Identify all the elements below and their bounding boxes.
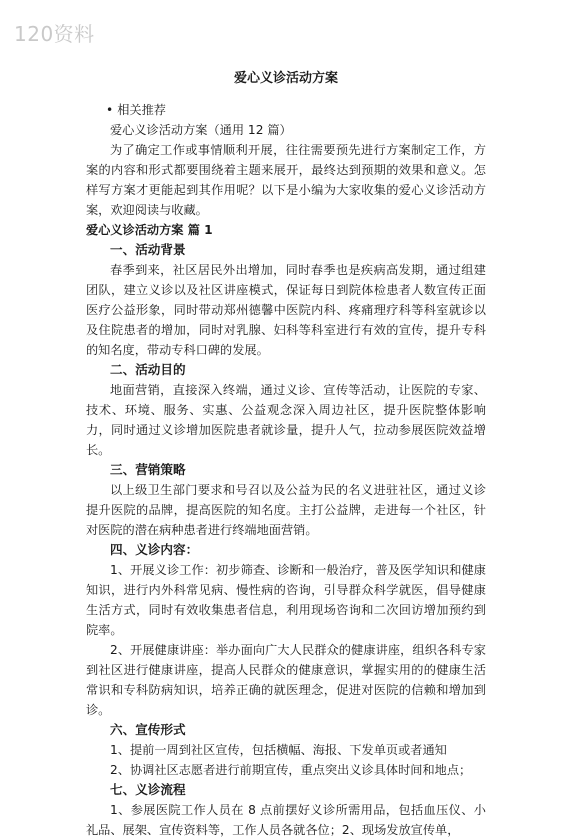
paragraph-strategy: 以上级卫生部门要求和号召以及公益为民的名义进驻社区，通过义诊提升医院的品牌，提高医院的知名度。主打公益牌，走进每一个社区，针对医院的潜在病种患者进行终端地面营销。 [86,483,486,537]
intro-paragraph: 为了确定工作或事情顺利开展，往往需要预先进行方案制定工作，方案的内容和形式都要围绕着主题来展开，最终达到预期的效果和意义。怎样写方案才更能起到其作用呢？以下是小编为大家收集的爱心义诊活动方案，欢迎阅读与收藏。 [86,143,486,217]
paragraph-publicity-2: 2、协调社区志愿者进行前期宣传，重点突出义诊具体时间和地点； [110,763,472,777]
heading-background: 一、活动背景 [110,242,186,257]
paragraph-content-1: 1、开展义诊工作：初步筛查、诊断和一般治疗，普及医学知识和健康知识，进行内外科常见病、慢性病的咨询，引导群众科学就医，倡导健康生活方式，同时有效收集患者信息，利用现场咨询和二次回访增加预约到院率。 [86,563,486,637]
bullet-dot-icon: • [106,103,114,117]
document-page [86,70,486,840]
document-title: 爱心义诊活动方案 [233,71,338,86]
paragraph-purpose: 地面营销，直接深入终端，通过义诊、宣传等活动，让医院的专家、技术、环境、服务、实惠、公益观念深入周边社区，提升医院整体影响力，同时通过义诊增加医院患者就诊量，提升人气，拉动参展医院效益增长。 [86,383,486,457]
paragraph-process-1: 1、参展医院工作人员在 8 点前摆好义诊所需用品，包括血压仪、小礼品、展架、宣传资料等，工作人员各就各位；2、现场发放宣传单， [86,803,486,837]
related-label: 相关推荐 [117,103,166,117]
subtitle: 爱心义诊活动方案（通用 12 篇） [110,123,292,137]
related-list-item[interactable] [86,100,486,120]
heading-publicity: 六、宣传形式 [110,722,186,737]
section-heading-piece: 爱心义诊活动方案 篇 1 [86,223,213,237]
watermark: 120资料 [14,22,95,46]
paragraph-publicity-1: 1、提前一周到社区宣传，包括横幅、海报、下发单页或者通知 [110,743,447,757]
heading-strategy: 三、营销策略 [110,462,186,477]
heading-content: 四、义诊内容： [110,542,199,557]
heading-process: 七、义诊流程 [110,782,186,797]
heading-purpose: 二、活动目的 [110,362,186,377]
paragraph-background: 春季到来，社区居民外出增加，同时春季也是疾病高发期，通过组建团队，建立义诊以及社区讲座模式，保证每日到院体检患者人数宣传正面医疗公益形象，同时带动郑州德馨中医院内科、疼痛理疗科等科室就诊以及住院患者的增加，同时对乳腺、妇科等科室进行有效的宣传，提升专科的知名度，带动专科口碑的发展。 [86,263,486,357]
paragraph-content-2: 2、开展健康讲座：举办面向广大人民群众的健康讲座，组织各科专家到社区进行健康讲座，提高人民群众的健康意识，掌握实用的的健康生活常识和专科防病知识，培养正确的就医理念，促进对医院的信赖和增加到诊。 [86,643,486,717]
